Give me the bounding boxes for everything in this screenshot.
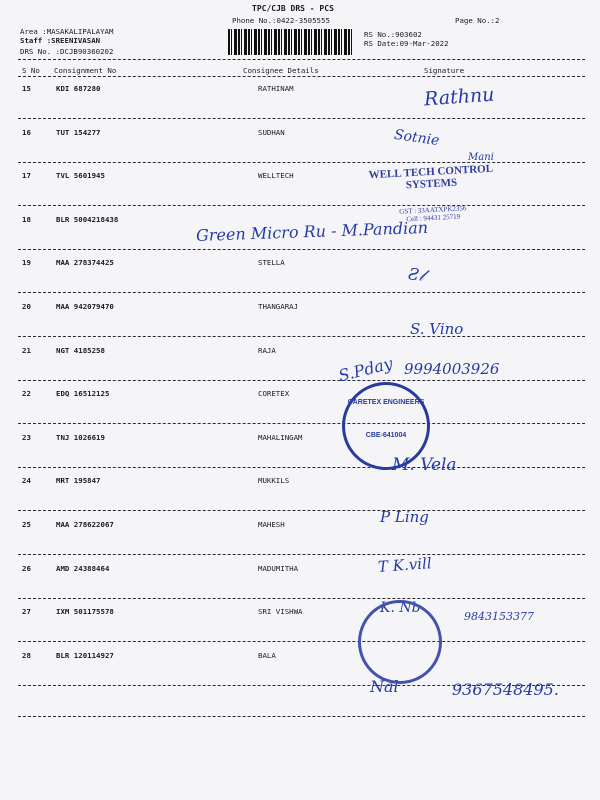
column-signature: Signature [424,66,465,75]
column-consignee: Consignee Details [243,66,319,75]
welltech-stamp-cell: Cell : 94431 25719 [406,212,461,224]
row-sno: 21 [22,345,31,355]
row-consignee: WELLTECH [258,171,294,181]
row-divider [18,510,585,511]
row-consignee: CORETEX [258,389,290,399]
row-consignee: MUKKILS [258,476,290,486]
row-divider [18,641,585,642]
row-divider [18,336,585,337]
row-sno: 24 [22,476,31,486]
row-sno: 19 [22,258,31,268]
rs-number: RS No.:903602 [364,30,422,39]
row-consignment: BLR 120114927 [56,650,114,660]
row-sno: 17 [22,171,31,181]
row-consignment: MAA 278622067 [56,520,114,529]
welltech-stamp-gst: GST : 33AATXPK2356 [399,204,467,216]
row-consignee: STELLA [258,258,285,268]
row-consignee: BALA [258,650,276,660]
signature-row-16: Sotnie [393,126,441,150]
row-consignee: MAHESH [258,520,285,529]
caretex-round-stamp [342,382,430,470]
row-consignee: RAJA [258,345,276,355]
document-title: TPC/CJB DRS - PCS [252,4,334,13]
row-consignee: MAHALINGAM [258,432,303,442]
footer-divider [18,716,585,717]
row-divider [18,598,585,599]
signature-row-19: Ƨ𝓁 [407,264,426,285]
row-sno: 18 [22,214,31,224]
seal-stamp [358,600,442,684]
row-consignment: IXM 501175578 [56,607,114,617]
rs-date: RS Date:09-Mar-2022 [364,39,449,48]
signature-row-28: Nal [370,677,399,696]
signature-row-26: K. Nb [380,600,421,616]
signature-row-24: P Ling [380,508,429,526]
barcode [228,29,354,55]
row-consignment: KDI 687280 [56,84,101,93]
header-divider [18,59,585,60]
phone-row-28: 9367548495. [452,680,559,699]
row-divider [18,467,585,468]
signature-row-25: T K.vill [377,554,433,576]
row-sno: 26 [22,563,31,573]
welltech-stamp [343,161,522,226]
phone-row-26: 9843153377 [464,610,534,623]
row-consignee: SRI VISHWA [258,607,303,617]
row-divider [18,249,585,250]
signature-row-20: S. Vino [410,320,464,338]
signature-row-23: M. Vela [392,455,457,475]
column-consignment: Consignment No [54,66,117,75]
caretex-stamp-name: CARETEX ENGINEERS [347,399,425,406]
signature-row-15: Rathnu [423,83,496,111]
row-consignment: EDQ 16512125 [56,389,110,399]
row-sno: 20 [22,302,31,311]
phone-number: Phone No.:0422-3505555 [232,16,330,25]
row-divider [18,423,585,424]
row-sno: 25 [22,520,31,529]
welltech-stamp-title: WELL TECH CONTROL SYSTEMS [368,162,494,192]
row-consignee: THANGARAJ [258,302,299,311]
signature-row-16-note: Mani [468,152,494,163]
row-divider [18,380,585,381]
signature-row-18: Green Micro Ru - M.Pandian [195,217,429,246]
row-sno: 23 [22,432,31,442]
row-sno: 27 [22,607,31,617]
row-consignment: TVL 5601945 [56,171,105,181]
column-divider [18,76,585,77]
page-number: Page No.:2 [455,16,500,25]
row-consignment: MRT 195847 [56,476,101,486]
row-sno: 22 [22,389,31,399]
column-sno: S No [22,66,40,75]
row-sno: 16 [22,127,31,137]
row-sno: 15 [22,84,31,93]
row-consignment: TNJ 1026619 [56,432,105,442]
phone-row-21: 9994003926 [404,360,500,378]
area-label: Area :MASAKALIPALAYAM [20,27,114,36]
caretex-stamp-city: CBE-641004 [365,432,407,439]
row-sno: 28 [22,650,31,660]
row-consignment: AMD 24388464 [56,563,110,573]
row-divider [18,292,585,293]
row-consignee: MADUMITHA [258,563,299,573]
row-divider [18,554,585,555]
row-consignment: MAA 942079470 [56,302,114,311]
staff-label: Staff :SREENIVASAN [20,36,101,45]
row-consignment: MAA 278374425 [56,258,114,268]
row-consignee: RATHINAM [258,84,294,93]
row-consignee: SUDHAN [258,127,285,137]
row-consignment: NGT 4185258 [56,345,105,355]
row-divider [18,118,585,119]
row-consignment: TUT 154277 [56,127,101,137]
drs-number: DRS No. :DCJB90360202 [20,47,114,56]
row-consignment: BLR 5004218438 [56,214,119,224]
signature-row-21: S.Pday [336,353,395,386]
